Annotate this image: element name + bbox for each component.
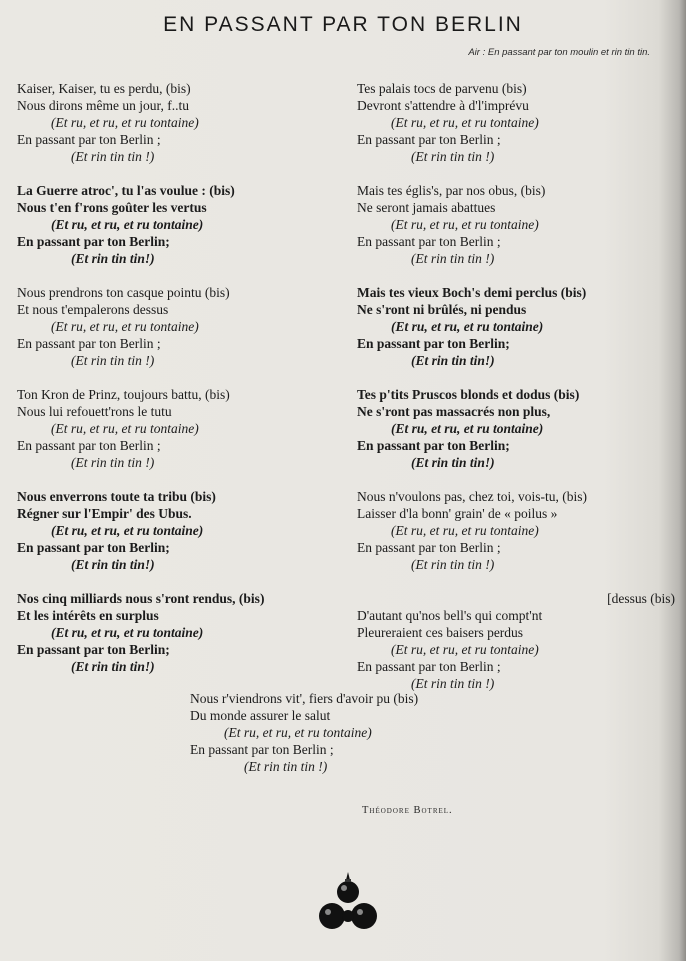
- verse-line: Régner sur l'Empir' des Ubus.: [17, 506, 192, 521]
- left-column: [17, 80, 347, 692]
- verse-line: En passant par ton Berlin ;: [357, 659, 501, 674]
- left-stanza: [17, 386, 347, 488]
- verse-line: En passant par ton Berlin ;: [190, 742, 334, 757]
- verse-line: (Et ru, et ru, et ru tontaine): [391, 642, 539, 657]
- left-stanza: [17, 590, 347, 692]
- verse-line: En passant par ton Berlin;: [357, 438, 510, 453]
- verse-line: En passant par ton Berlin;: [17, 234, 170, 249]
- verse-line: Nous enverrons toute ta tribu (bis): [17, 489, 216, 504]
- right-column: [357, 80, 679, 692]
- verse-line: Kaiser, Kaiser, tu es perdu, (bis): [17, 81, 191, 96]
- verse-line: Et les intérêts en surplus: [17, 608, 159, 623]
- verse-line: Mais tes vieux Boch's demi perclus (bis): [357, 285, 587, 300]
- verse-line: (Et ru, et ru, et ru tontaine): [51, 217, 204, 232]
- verse-line: En passant par ton Berlin ;: [17, 438, 161, 453]
- verse-line: (Et rin tin tin!): [71, 251, 155, 266]
- right-stanza: [357, 386, 679, 488]
- verse-line: Nous n'voulons pas, chez toi, vois-tu, (bis): [357, 489, 588, 504]
- song-title: EN PASSANT PAR TON BERLIN: [163, 13, 523, 36]
- right-stanza: [357, 80, 679, 182]
- verse-line: (Et rin tin tin!): [411, 353, 495, 368]
- left-stanza: [17, 488, 347, 590]
- author-signature: Théodore Botrel.: [362, 805, 453, 816]
- verse-line: Et nous t'empalerons dessus: [17, 302, 169, 317]
- verse-line: En passant par ton Berlin;: [17, 642, 170, 657]
- verse-line: (Et rin tin tin !): [71, 149, 155, 164]
- right-stanza: [357, 488, 679, 590]
- verse-line: Ton Kron de Prinz, toujours battu, (bis): [17, 387, 230, 402]
- verse-line: Ne s'ront pas massacrés non plus,: [357, 404, 551, 419]
- verse-line: (Et ru, et ru, et ru tontaine): [391, 115, 539, 130]
- right-stanza: [357, 590, 679, 692]
- verse-line: (Et rin tin tin !): [71, 455, 155, 470]
- verse-line: Tes palais tocs de parvenu (bis): [357, 81, 527, 96]
- verse-line: (Et rin tin tin !): [411, 251, 495, 266]
- verse-line: (Et ru, et ru, et ru tontaine): [51, 115, 199, 130]
- verse-line: En passant par ton Berlin;: [357, 336, 510, 351]
- bomb-cluster-ornament-icon: [318, 870, 378, 940]
- verse-line: Nos cinq milliards nous s'ront rendus, (bis): [17, 591, 265, 606]
- verse-line: Nous r'viendrons vit', fiers d'avoir pu (bis): [190, 691, 419, 706]
- verse-line: (Et rin tin tin !): [411, 676, 495, 691]
- left-stanza: [17, 182, 347, 284]
- verse-line: (Et rin tin tin !): [411, 149, 495, 164]
- verse-line: La Guerre atroc', tu l'as voulue : (bis): [17, 183, 235, 198]
- verse-line: Mais tes églis's, par nos obus, (bis): [357, 183, 546, 198]
- verse-line: Nous lui refouett'rons le tutu: [17, 404, 172, 419]
- verse-line: Pleureraient ces baisers perdus: [357, 625, 524, 640]
- verse-line: En passant par ton Berlin ;: [357, 540, 501, 555]
- verse-line: (Et ru, et ru, et ru tontaine): [51, 523, 204, 538]
- left-stanza: [17, 80, 347, 182]
- verse-line: (Et ru, et ru, et ru tontaine): [51, 319, 199, 334]
- verse-line: Tes p'tits Pruscos blonds et dodus (bis): [357, 387, 580, 402]
- verse-line: (Et ru, et ru, et ru tontaine): [224, 725, 372, 740]
- verse-line: Du monde assurer le salut: [190, 708, 331, 723]
- verse-line: (Et ru, et ru, et ru tontaine): [391, 421, 544, 436]
- verse-line: (Et rin tin tin!): [71, 557, 155, 572]
- verse-line: Devront s'attendre à d'l'imprévu: [357, 98, 529, 113]
- verse-line: Nous dirons même un jour, f..tu: [17, 98, 189, 113]
- verse-line: (Et ru, et ru, et ru tontaine): [391, 319, 544, 334]
- verse-line: Laisser d'la bonn' grain' de « poilus »: [357, 506, 558, 521]
- verse-line: Ne s'ront ni brûlés, ni pendus: [357, 302, 527, 317]
- verse-line: (Et ru, et ru, et ru tontaine): [391, 523, 539, 538]
- verse-line: D'autant qu'nos bell's qui compt'nt: [357, 608, 543, 623]
- verse-line: En passant par ton Berlin ;: [17, 336, 161, 351]
- verse-line: (Et ru, et ru, et ru tontaine): [51, 625, 204, 640]
- verse-line: En passant par ton Berlin ;: [357, 234, 501, 249]
- verse-line: Nous prendrons ton casque pointu (bis): [17, 285, 230, 300]
- verse-line: En passant par ton Berlin;: [17, 540, 170, 555]
- right-stanza: [357, 284, 679, 386]
- verse-line: [dessus (bis): [607, 591, 675, 606]
- verse-line: En passant par ton Berlin ;: [17, 132, 161, 147]
- verse-line: (Et rin tin tin!): [71, 659, 155, 674]
- verse-line: (Et ru, et ru, et ru tontaine): [391, 217, 539, 232]
- verse-line: Nous t'en f'rons goûter les vertus: [17, 200, 207, 215]
- verse-line: (Et ru, et ru, et ru tontaine): [51, 421, 199, 436]
- verse-line: (Et rin tin tin !): [71, 353, 155, 368]
- verse-line: Ne seront jamais abattues: [357, 200, 496, 215]
- verse-line: (Et rin tin tin !): [244, 759, 328, 774]
- left-stanza: [17, 284, 347, 386]
- right-stanza: [357, 182, 679, 284]
- final-stanza: [190, 690, 520, 775]
- air-note: Air : En passant par ton moulin et rin tin tin.: [468, 47, 650, 58]
- verse-line: En passant par ton Berlin ;: [357, 132, 501, 147]
- verse-line: (Et rin tin tin !): [411, 557, 495, 572]
- verse-line: (Et rin tin tin!): [411, 455, 495, 470]
